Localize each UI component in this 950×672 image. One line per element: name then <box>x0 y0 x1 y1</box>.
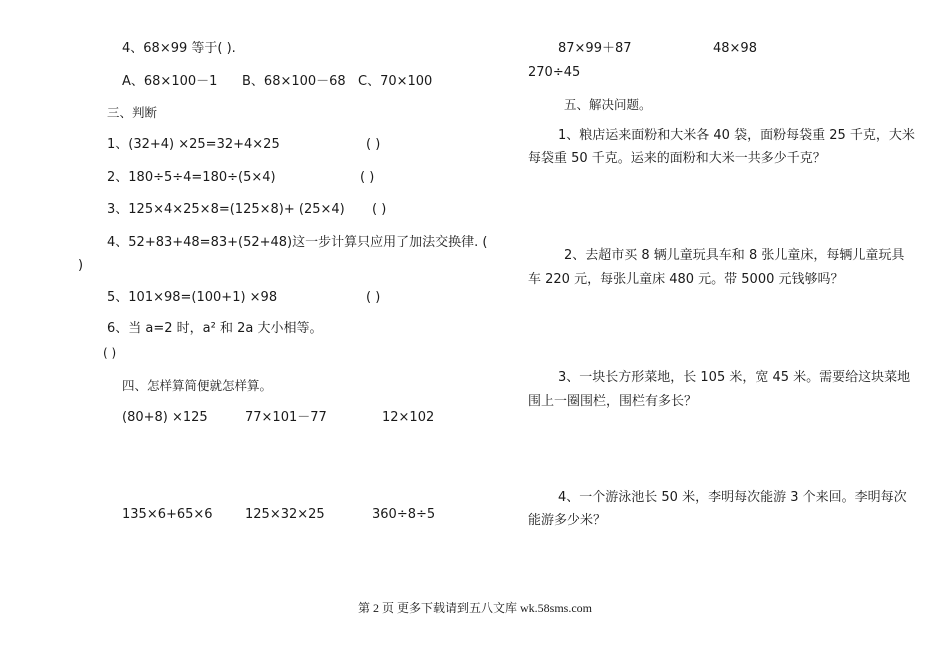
judge-item-5-paren: ( ) <box>366 290 381 305</box>
simplify-expr: 125×32×25 <box>245 507 325 522</box>
judge-item-3: 3、125×4×25×8=(125×8)+ (25×4) <box>107 202 345 217</box>
q4-option-c: C、70×100 <box>358 74 433 89</box>
page-footer: 第 2 页 更多下载请到五八文库 wk.58sms.com <box>357 601 592 615</box>
judge-item-2: 2、180÷5÷4=180÷(5×4) <box>107 170 276 185</box>
judge-item-1-paren: ( ) <box>366 137 381 152</box>
simplify-expr: 12×102 <box>382 410 435 425</box>
judge-item-5: 5、101×98=(100+1) ×98 <box>107 290 278 305</box>
simplify-expr: 360÷8÷5 <box>372 507 436 522</box>
simplify-expr: 77×101－77 <box>245 410 327 425</box>
q4-option-b: B、68×100－68 <box>242 74 346 89</box>
problem-3-line-1: 3、一块长方形菜地，长 105 米，宽 45 米。需要给这块菜地 <box>558 370 911 385</box>
q4-option-a: A、68×100－1 <box>122 74 218 89</box>
section-simplify-title: 四、怎样算简便就怎样算。 <box>122 378 273 393</box>
problem-3-line-2: 围上一圈围栏，围栏有多长？ <box>528 394 698 409</box>
simplify-expr: (80+8) ×125 <box>122 410 208 425</box>
judge-item-3-paren: ( ) <box>372 202 387 217</box>
calc-expr: 48×98 <box>713 41 757 56</box>
judge-item-4-cont: ) <box>78 258 84 273</box>
problem-1-line-1: 1、粮店运来面粉和大米各 40 袋，面粉每袋重 25 千克，大米 <box>558 128 915 143</box>
problem-4-line-1: 4、一个游泳池长 50 米，李明每次能游 3 个来回。李明每次 <box>558 490 907 505</box>
judge-item-4: 4、52+83+48=83+(52+48)这一步计算只应用了加法交换律. ( <box>107 235 488 250</box>
section-judge-title: 三、判断 <box>107 105 158 120</box>
judge-item-2-paren: ( ) <box>360 170 375 185</box>
problem-2-line-2: 车 220 元，每张儿童床 480 元。带 5000 元钱够吗？ <box>528 272 844 287</box>
q4-stem: 4、68×99 等于( ). <box>122 41 236 56</box>
problem-1-line-2: 每袋重 50 千克。运来的面粉和大米一共多少千克？ <box>528 151 826 166</box>
judge-item-6: 6、当 a=2 时，a² 和 2a 大小相等。 <box>107 321 323 336</box>
judge-item-1: 1、(32+4) ×25=32+4×25 <box>107 137 280 152</box>
section-solve-title: 五、解决问题。 <box>564 97 652 112</box>
calc-expr: 270÷45 <box>528 65 581 80</box>
problem-2-line-1: 2、去超市买 8 辆儿童玩具车和 8 张儿童床，每辆儿童玩具 <box>564 248 905 263</box>
judge-item-6-cont: ( ) <box>103 346 117 360</box>
calc-expr: 87×99＋87 <box>558 41 632 56</box>
simplify-expr: 135×6+65×6 <box>122 507 213 522</box>
problem-4-line-2: 能游多少米？ <box>528 513 607 528</box>
